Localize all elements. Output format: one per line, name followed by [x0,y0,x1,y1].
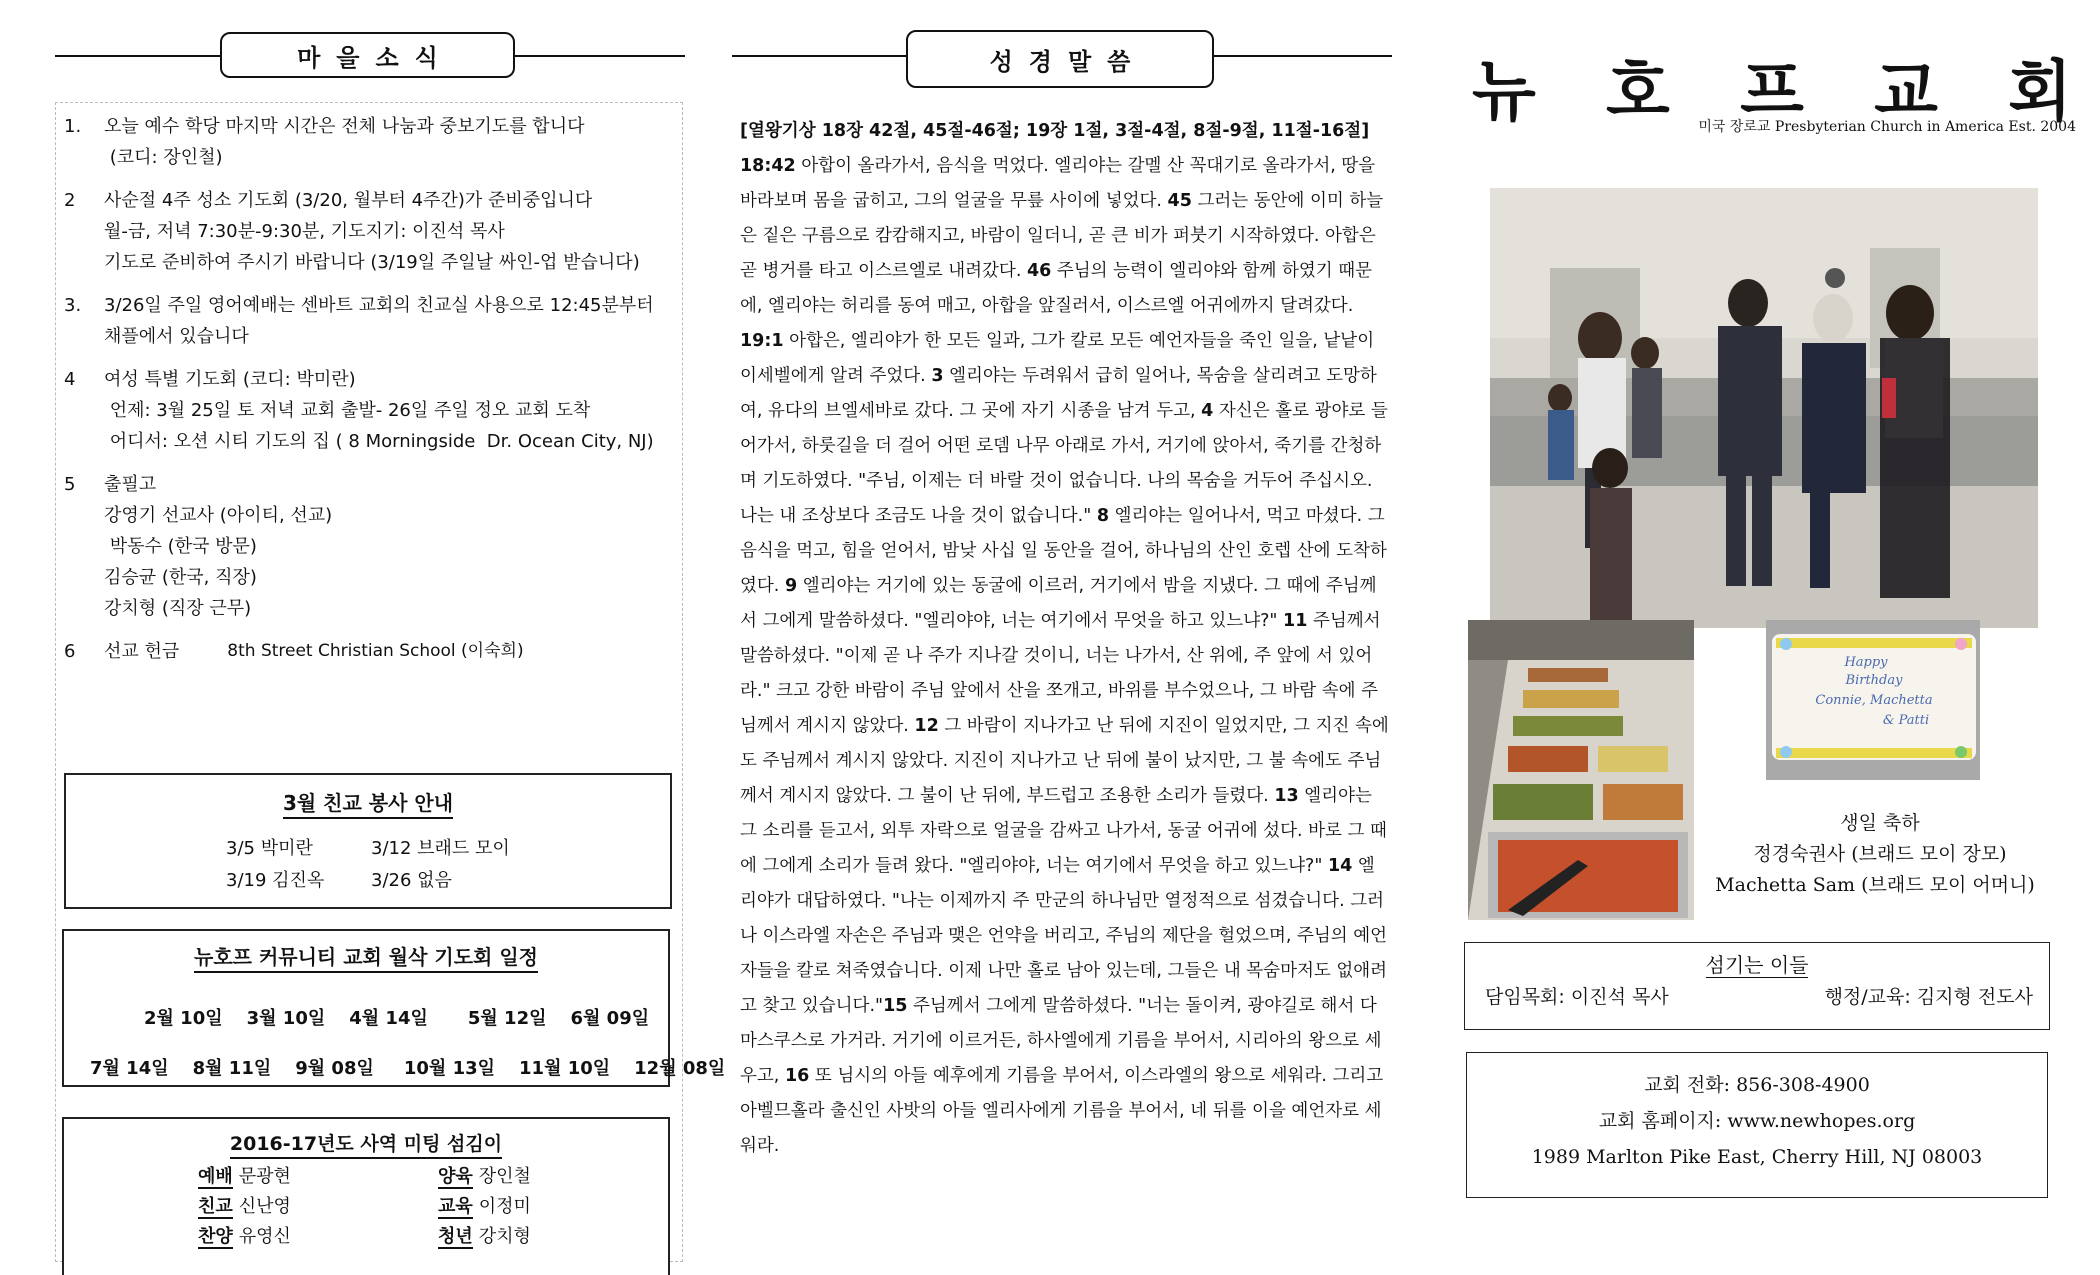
church-phone: 교회 전화: 856-308-4900 [1644,1074,1870,1096]
ministry-role: 찬양 [198,1226,233,1247]
news-item-line: 사순절 4주 성소 기도회 (3/20, 월부터 4주간)가 준비중입니다 [104,190,593,211]
verse-text: 아합이 올라가서, 음식을 먹었다. 엘리야는 갈멜 산 꼭대기로 올라가서, 땅을 바라보며 몸을 굽히고, 그의 얼굴을 무릎 사이에 넣었다. [740,156,1376,211]
offering-label: 선교 헌금 [104,641,180,662]
verse-text: 엘리야는 그 소리를 듣고서, 외투 자락으로 얼굴을 감싸고 나가서, 동굴 어귀에 섰다. 바로 그 때에 그에게 소리가 들려 왔다. "엘리야야, 너는 여기에서 무엇을 하고 있느냐?" [740,786,1387,876]
verse-number: 19:1 [740,331,784,351]
birthday-title: 생일 축하 [1840,812,1920,834]
ministry-person: 강치형 [478,1226,531,1247]
scripture-header-title: 성경말씀 [906,30,1214,88]
birthday-cake-photo [1766,620,1980,780]
prayer-date: 6월 09일 [570,1008,650,1029]
verse-number: 18:42 [740,156,796,176]
ministry-role: 청년 [438,1226,473,1247]
verse-text: 주님께서 그에게 말씀하셨다. "너는 돌이켜, 광야길로 해서 다마스쿠스로 가거라. 거기에 이르거든, 하사엘에게 기름을 부어서, 시리아의 왕으로 세우고, [740,996,1382,1086]
contact-box [1466,1052,2048,1198]
news-item-line: 강치형 (직장 근무) [104,598,252,619]
news-item-number: 5 [64,474,76,495]
ministry-role: 친교 [198,1196,233,1217]
verse-number: 4 [1201,401,1214,421]
scripture-reference: [열왕기상 18장 42절, 45절-46절; 19장 1절, 3절-4절, 8절-9절, 11절-16절] [740,121,1370,141]
verse-text: 주님께서 말씀하셨다. "이제 곧 나 주가 지나갈 것이니, 너는 나가서, 산 위에, 주 앞에 서 있어라." 크고 강한 바람이 주님 앞에서 산을 쪼개고, 바위를 부수었으나, 그 바람 속에 주님께서 계시지 않았다. [740,611,1381,736]
news-item-line: 어디서: 오션 시티 기도의 집 ( 8 Morningside Dr. Ocean City, NJ) [104,431,654,452]
verse-number: 3 [931,366,944,386]
cake-text: & Patti [1882,713,1930,728]
ministry-role-entry [198,1162,438,1188]
ministry-person: 이정미 [478,1196,531,1217]
cake-text: Happy [1844,655,1888,670]
senior-pastor: 담임목회: 이진석 목사 [1485,986,1669,1008]
church-subtitle: 미국 장로교 Presbyterian Church in America Est. 2004 [1698,119,2076,135]
news-item-number: 4 [64,369,76,390]
news-header-title: 마을소식 [220,32,515,78]
verse-text: 아합은, 엘리야가 한 모든 일과, 그가 칼로 모든 예언자들을 죽인 일을, 낱낱이 이세벨에게 알려 주었다. [740,331,1375,386]
news-item-line: 강영기 선교사 (아이티, 선교) [104,505,333,526]
church-address: 1989 Marlton Pike East, Cherry Hill, NJ 08003 [1531,1146,1983,1168]
news-box [55,102,726,1262]
prayer-date: 9월 08일 [295,1058,374,1079]
verse-text: 그러는 동안에 이미 하늘은 짙은 구름으로 캄캄해지고, 바람이 일더니, 곧 큰 비가 퍼붓기 시작하였다. 아합은 곧 병거를 타고 이스르엘로 내려갔다. [740,191,1384,281]
news-item-line: 출필고 [104,474,157,495]
buffet-photo [1468,620,1694,920]
prayer-dates-row-2 [90,1054,726,1080]
fellowship-entry: 3/19 김진옥 [226,870,325,891]
ministry-meeting-title: 2016-17년도 사역 미팅 섬김이 [230,1133,502,1159]
news-item-line: 기도로 준비하여 주시기 바랍니다 (3/19일 주일날 싸인-업 받습니다) [104,252,640,273]
servants-title: 섬기는 이들 [1705,953,1809,977]
birthday-line: 정경숙권사 (브래드 모이 장모) [1753,843,2007,865]
church-name-char: 교 [1874,53,1938,130]
fellowship-entry: 3/5 박미란 [226,838,313,859]
scripture-header [732,30,1392,80]
verse-number: 16 [784,1066,810,1086]
ministry-role-entry [438,1192,638,1218]
church-name-char: 프 [1740,53,1804,130]
birthday-notice [1715,808,2040,901]
fellowship-entry: 3/26 없음 [371,870,452,891]
birthday-line: Machetta Sam (브래드 모이 어머니) [1715,874,2035,896]
news-item-line: 언제: 3월 25일 토 저녁 교회 출발- 26일 주일 정오 교회 도착 [104,400,591,421]
prayer-date: 2월 10일 [144,1008,223,1029]
news-list [64,111,674,679]
news-item-line: 김승균 (한국, 직장) [104,567,257,588]
ministry-role: 교육 [438,1196,473,1217]
fellowship-service-box [64,773,672,909]
news-item-number: 2 [64,190,76,211]
news-item-number: 1. [64,116,82,137]
prayer-date: 8월 11일 [192,1058,272,1079]
news-item-line: 여성 특별 기도회 (코디: 박미란) [104,369,356,390]
prayer-schedule-title: 뉴호프 커뮤니티 교회 월삭 기도회 일정 [194,945,538,973]
news-column [55,30,726,1270]
verse-number: 11 [1283,611,1308,631]
ministry-role-entry [198,1222,438,1248]
scripture-verses [740,156,1389,1156]
verse-text: 자신은 홀로 광야로 들어가서, 하룻길을 더 걸어 어떤 로뎀 나무 아래로 가서, 거기에 앉아서, 죽기를 간청하며 기도하였다. "주님, 이제는 더 바랄 것이 없습니다. 나의 목숨을 거두어 주십시오. 나는 내 조상보다 조금도 나을 것이 없습니다." [740,401,1388,526]
fellowship-service-title: 3월 친교 봉사 안내 [283,791,453,819]
verse-number: 12 [914,716,939,736]
prayer-dates-row-1 [144,1004,668,1030]
church-name-char: 뉴 [1472,53,1536,130]
verse-number: 15 [883,996,908,1016]
news-item-number: 6 [64,641,76,662]
ministry-role: 양육 [438,1166,473,1187]
ministry-meeting-box [62,1117,670,1275]
news-item [64,185,674,278]
news-item-number: 3. [64,295,82,316]
church-name-char: 호 [1606,53,1670,130]
ministry-person: 신난영 [238,1196,291,1217]
verse-text: 엘리야는 거기에 있는 동굴에 이르러, 거기에서 밤을 지냈다. 그 때에 주님께서 그에게 말씀하셨다. "엘리야야, 너는 여기에서 무엇을 하고 있느냐?" [740,576,1377,631]
prayer-schedule-box [62,929,726,1087]
news-item [64,364,674,457]
prayer-date: 3월 10일 [246,1008,326,1029]
news-item-line: 채플에서 있습니다 [104,326,249,347]
ministry-role-entry [438,1162,638,1188]
verse-text: 주님의 능력이 엘리야와 함께 하였기 때문에, 엘리야는 허리를 동여 매고, 아합을 앞질러서, 이스르엘 어귀에까지 달려갔다. [740,261,1373,316]
news-item-line: 오늘 예수 학당 마지막 시간은 전체 나눔과 중보기도를 합니다 [104,116,585,137]
verse-number: 46 [1026,261,1052,281]
verse-number: 8 [1096,506,1110,526]
verse-text: 그 바람이 지나가고 난 뒤에 지진이 일었지만, 그 지진 속에도 주님께서 계시지 않았다. 지진이 지나가고 난 뒤에 불이 났지만, 그 불 속에도 주님께서 계시지 않았다. 그 불이 난 뒤에, 부드럽고 조용한 소리가 들렸다. [740,716,1389,806]
news-item-line: 3/26일 주일 영어예배는 센바트 교회의 친교실 사용으로 12:45분부터 [104,295,654,316]
cake-text: Connie, Machetta [1815,693,1933,708]
fellowship-photo [1490,188,2038,628]
scripture-column [732,30,1392,1156]
church-homepage[interactable]: 교회 홈페이지: www.newhopes.org [1598,1110,1916,1132]
prayer-date: 12월 08일 [634,1058,726,1079]
ministry-role-entry [438,1222,638,1248]
prayer-date: 11월 10일 [519,1058,611,1079]
ministry-role-entry [198,1192,438,1218]
prayer-date: 5월 12일 [467,1008,547,1029]
news-item-line: 박동수 (한국 방문) [104,536,257,557]
servants-box [1464,942,2050,1030]
prayer-date: 4월 14일 [349,1008,428,1029]
news-item-offering [64,636,674,667]
news-item [64,111,674,173]
verse-number: 13 [1274,786,1299,806]
church-column [1460,30,2080,1270]
verse-number: 9 [784,576,798,596]
offering-detail: 8th Street Christian School (이숙희) [227,641,524,661]
ministry-role: 예배 [198,1166,233,1187]
verse-text: 엘리야가 대답하였다. "나는 이제까지 주 만군의 하나님만 열정적으로 섬겼습니다. 그러나 이스라엘 자손은 주님과 맺은 언약을 버리고, 주님의 제단을 헐었으며, 주님의 예언자들을 칼로 쳐죽였습니다. 이제 나만 홀로 남아 있는데, 그들은 내 목숨마저도 없애려고 찾고 있습니다." [740,856,1388,1016]
fellowship-entry: 3/12 브래드 모이 [371,838,510,859]
news-item [64,469,674,624]
news-item-line: 월-금, 저녁 7:30분-9:30분, 기도지기: 이진석 목사 [104,221,505,242]
news-header [55,30,685,80]
ministry-person: 유영신 [238,1226,291,1247]
church-name-char: 회 [2008,53,2072,130]
news-item [64,290,674,352]
news-item-line: (코디: 장인철) [104,147,223,168]
ministry-roles [198,1162,668,1248]
ministry-person: 장인철 [478,1166,531,1187]
admin-education: 행정/교육: 김지형 전도사 [1824,986,2033,1008]
verse-number: 45 [1167,191,1192,211]
prayer-date: 10월 13일 [403,1058,496,1079]
ministry-person: 문광현 [238,1166,291,1187]
verse-text: 엘리야는 두려워서 급히 일어나, 목숨을 살리려고 도망하여, 유다의 브엘세바로 갔다. 그 곳에 자기 시종을 남겨 두고, [740,366,1377,421]
cake-text: Birthday [1845,673,1903,688]
verse-text: 또 님시의 아들 예후에게 기름을 부어서, 이스라엘의 왕으로 세워라. 그리고 아벨므홀라 출신인 사밧의 아들 엘리사에게 기름을 부어서, 네 뒤를 이을 예언자로 세워라. [740,1066,1384,1156]
prayer-date: 7월 14일 [90,1058,169,1079]
verse-number: 14 [1327,856,1353,876]
scripture-text [740,114,1390,1164]
verse-text: 엘리야는 일어나서, 먹고 마셨다. 그 음식을 먹고, 힘을 얻어서, 밤낮 사십 일 동안을 걸어, 하나님의 산인 호렙 산에 도착하였다. [740,506,1387,596]
